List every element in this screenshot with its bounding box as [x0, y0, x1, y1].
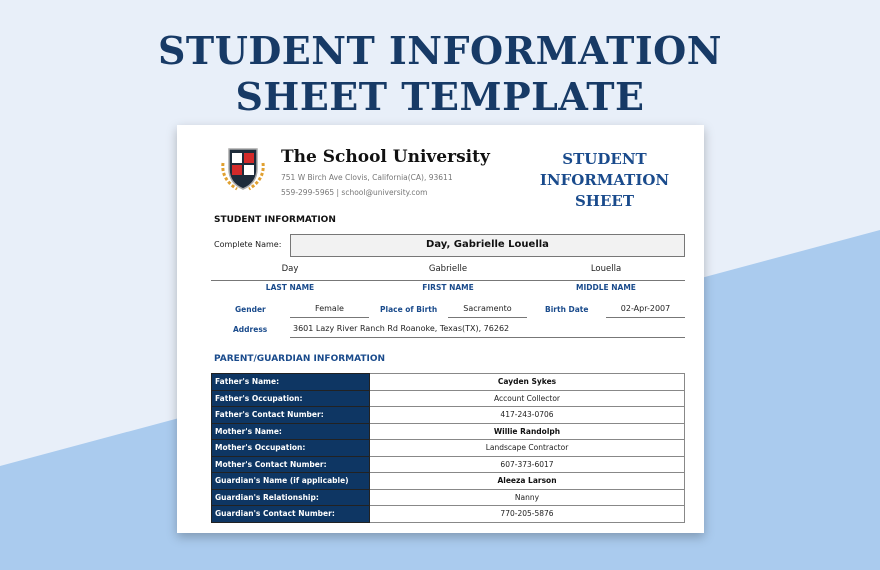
first-name-value[interactable]: Gabrielle [428, 264, 468, 274]
row-label: Mother's Contact Number: [212, 456, 370, 473]
complete-name-field[interactable]: Day, Gabrielle Louella [290, 234, 685, 257]
middle-name-value[interactable]: Louella [590, 264, 622, 274]
sheet-title [517, 149, 692, 212]
school-address: 751 W Birch Ave Clovis, California(CA), 93611 [281, 173, 453, 182]
complete-name-label: Complete Name: [214, 240, 282, 249]
row-value[interactable]: Cayden Sykes [370, 374, 685, 391]
first-name-label: FIRST NAME [422, 283, 474, 292]
middle-name-label: MIDDLE NAME [576, 283, 636, 292]
birth-date-value[interactable]: 02-Apr-2007 [606, 304, 685, 318]
place-of-birth-label: Place of Birth [380, 305, 438, 314]
table-row [212, 374, 685, 391]
table-row [212, 473, 685, 490]
row-label: Guardian's Relationship: [212, 489, 370, 506]
address-value[interactable]: 3601 Lazy River Ranch Rd Roanoke, Texas(TX), 76262 [290, 324, 685, 338]
name-labels-row [211, 283, 685, 292]
table-row [212, 506, 685, 523]
row-label: Father's Contact Number: [212, 407, 370, 424]
row-label: Father's Name: [212, 374, 370, 391]
school-crest-icon [217, 145, 269, 193]
gender-value[interactable]: Female [290, 304, 369, 318]
birth-date-label: Birth Date [545, 305, 589, 314]
table-row [212, 390, 685, 407]
last-name-label: LAST NAME [265, 283, 315, 292]
row-value[interactable]: Willie Randolph [370, 423, 685, 440]
guardian-table [211, 373, 685, 523]
sheet-title-line: STUDENT [562, 150, 647, 168]
name-parts-row [211, 264, 685, 281]
row-value[interactable]: Nanny [370, 489, 685, 506]
table-row [212, 440, 685, 457]
row-label: Father's Occupation: [212, 390, 370, 407]
sheet-title-line: SHEET [574, 192, 635, 210]
row-value[interactable]: 770-205-5876 [370, 506, 685, 523]
place-of-birth-value[interactable]: Sacramento [448, 304, 527, 318]
address-label: Address [233, 325, 268, 334]
row-value[interactable]: Aleeza Larson [370, 473, 685, 490]
row-label: Mother's Name: [212, 423, 370, 440]
last-name-value[interactable]: Day [281, 264, 299, 274]
school-contact: 559-299-5965 | school@university.com [281, 188, 428, 197]
table-row [212, 456, 685, 473]
row-value[interactable]: Landscape Contractor [370, 440, 685, 457]
student-section-title: STUDENT INFORMATION [214, 215, 336, 225]
row-value[interactable]: 607-373-6017 [370, 456, 685, 473]
table-row [212, 407, 685, 424]
table-row [212, 423, 685, 440]
title-line: SHEET TEMPLATE [235, 74, 645, 119]
gender-label: Gender [235, 305, 266, 314]
school-name: The School University [281, 147, 490, 167]
row-label: Guardian's Name (if applicable) [212, 473, 370, 490]
sheet-title-line: INFORMATION [539, 171, 670, 189]
information-sheet [177, 125, 704, 533]
row-label: Mother's Occupation: [212, 440, 370, 457]
row-value[interactable]: 417-243-0706 [370, 407, 685, 424]
table-row [212, 489, 685, 506]
page-title [0, 28, 880, 120]
row-label: Guardian's Contact Number: [212, 506, 370, 523]
guardian-section-title: PARENT/GUARDIAN INFORMATION [214, 354, 386, 364]
title-line: STUDENT INFORMATION [157, 28, 723, 73]
row-value[interactable]: Account Collector [370, 390, 685, 407]
